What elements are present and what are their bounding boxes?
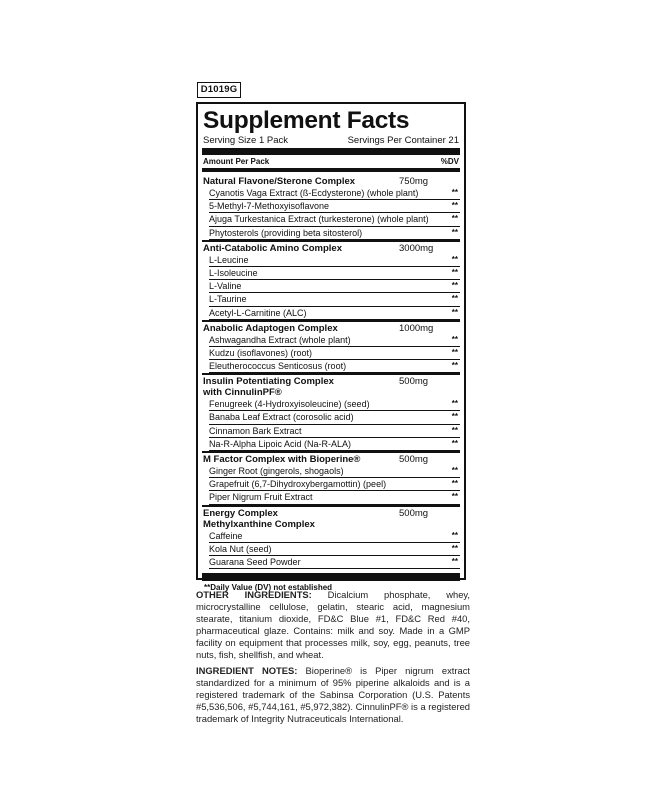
ingredient-dv: ** [451, 254, 458, 264]
ingredient-row [209, 280, 460, 293]
amount-header [202, 155, 460, 172]
ingredient-name: Grapefruit (6,7-Dihydroxybergamottin) (peel) [209, 479, 387, 490]
panel-title: Supplement Facts [203, 107, 410, 134]
ingredient-dv: ** [451, 334, 458, 344]
amount-per-pack-label: Amount Per Pack [203, 157, 270, 166]
group-header [202, 373, 460, 387]
other-ingredients [196, 589, 470, 662]
group-header [202, 175, 460, 187]
serving-info [202, 135, 460, 146]
ingredient-dv: ** [451, 267, 458, 277]
dv-header-label: %DV [440, 157, 459, 166]
other-ingredients-label: OTHER INGREDIENTS: [196, 589, 312, 600]
ingredient-dv: ** [451, 227, 458, 237]
ingredient-dv: ** [451, 347, 458, 357]
dv-footnote: **Daily Value (DV) not established [204, 583, 333, 593]
ingredient-name: Ashwagandha Extract (whole plant) [209, 334, 351, 345]
other-ingredients-text: Dicalcium phosphate, whey, microcrystalline cellulose, gelatin, stearic acid, magnesium stearate, titanium dioxide, FD&C Blue #1, FD&C Red #40, pharmaceutical glaze. Contains: milk and soy. Made in a GMP facility on equipment that processes milk, soy, egg, peanuts, tree nuts, fish, shellfish, and wheat. [196, 589, 470, 661]
ingredient-dv: ** [451, 188, 458, 197]
group-name: Energy Complex [203, 507, 278, 519]
servings-per-container: Servings Per Container 21 [347, 135, 459, 146]
ingredient-row [209, 213, 460, 226]
ingredient-name: Cinnamon Bark Extract [209, 425, 302, 436]
ingredient-dv: ** [451, 543, 458, 553]
ingredient-dv: ** [451, 425, 458, 435]
ingredient-row [209, 556, 460, 569]
ingredient-row [209, 360, 460, 373]
group-amount: 500mg [399, 454, 429, 465]
bottom-divider [202, 573, 460, 581]
ingredient-dv: ** [451, 479, 458, 489]
ingredient-row [209, 200, 460, 213]
group-amount: 1000mg [399, 322, 434, 334]
ingredient-row [209, 530, 460, 543]
thick-divider [202, 148, 460, 155]
ingredient-dv: ** [451, 556, 458, 566]
group-name-line2: with CinnulinPF® [203, 387, 282, 399]
ingredient-dv: ** [451, 361, 458, 371]
ingredient-dv: ** [451, 412, 458, 422]
ingredient-groups [202, 175, 460, 569]
ingredient-row [209, 227, 460, 240]
ingredient-dv: ** [451, 438, 458, 448]
ingredient-name: Ajuga Turkestanica Extract (turkesterone) (whole plant) [209, 214, 429, 225]
group-header [202, 240, 460, 254]
ingredient-name: L-Leucine [209, 254, 249, 265]
ingredient-dv: ** [451, 214, 458, 224]
ingredient-name: Kola Nut (seed) [209, 543, 272, 554]
ingredient-name: L-Valine [209, 281, 242, 292]
ingredient-notes [196, 665, 470, 725]
ingredient-row [209, 438, 460, 451]
ingredient-row [209, 478, 460, 491]
ingredient-name: Na-R-Alpha Lipoic Acid (Na-R-ALA) [209, 438, 352, 449]
group-name: Anti-Catabolic Amino Complex [203, 242, 342, 254]
ingredient-dv: ** [451, 294, 458, 304]
ingredient-name: Phytosterols (providing beta sitosterol) [209, 227, 363, 238]
serving-size: Serving Size 1 Pack [203, 135, 289, 146]
ingredient-dv: ** [451, 399, 458, 409]
ingredient-row [209, 187, 460, 200]
ingredient-name: Acetyl-L-Carnitine (ALC) [209, 307, 307, 318]
ingredient-row [209, 543, 460, 556]
ingredient-row [209, 293, 460, 306]
ingredient-notes-text: Bioperine® is Piper nigrum extract standardized for a minimum of 95% piperine alkaloids and is a registered trademark of the Sabinsa Corporation (U.S. Patents #5,536,506, #5,744,161, #5,972,382). CinnulinPF® is a registered trademark of Integrity Nutraceuticals International. [196, 665, 471, 725]
ingredient-row [209, 254, 460, 267]
group-name: Anabolic Adaptogen Complex [203, 322, 338, 334]
ingredient-name: L-Taurine [209, 294, 247, 305]
ingredient-row [209, 267, 460, 280]
group-name: Insulin Potentiating Complex [203, 376, 334, 388]
group-amount: 500mg [399, 376, 429, 388]
group-amount: 3000mg [399, 242, 434, 254]
ingredient-row [209, 398, 460, 411]
ingredient-row [209, 307, 460, 320]
ingredient-notes-label: INGREDIENT NOTES: [196, 665, 298, 676]
ingredient-row [209, 465, 460, 478]
group-name-line2: Methylxanthine Complex [203, 518, 315, 530]
ingredient-name: Kudzu (isoflavones) (root) [209, 347, 313, 358]
group-name: M Factor Complex with Bioperine® [203, 454, 361, 465]
group-header [202, 320, 460, 334]
group-amount: 750mg [399, 176, 429, 187]
group-name: Natural Flavone/Sterone Complex [203, 176, 356, 187]
ingredient-dv: ** [451, 466, 458, 475]
group-header [202, 451, 460, 465]
ingredient-dv: ** [451, 530, 458, 540]
ingredient-row [209, 347, 460, 360]
ingredient-row [209, 491, 460, 504]
ingredient-dv: ** [451, 492, 458, 502]
ingredient-name: Piper Nigrum Fruit Extract [209, 492, 313, 503]
ingredient-row [209, 334, 460, 347]
supplement-facts-panel [196, 102, 466, 593]
ingredient-dv: ** [451, 281, 458, 291]
ingredient-name: Fenugreek (4-Hydroxyisoleucine) (seed) [209, 399, 370, 410]
ingredient-dv: ** [451, 201, 458, 211]
product-code: D1019G [197, 82, 241, 98]
ingredient-row [209, 425, 460, 438]
ingredient-name: 5-Methyl-7-Methoxyisoflavone [209, 201, 330, 212]
ingredient-name: L-Isoleucine [209, 267, 258, 278]
group-header [202, 505, 460, 519]
ingredient-name: Ginger Root (gingerols, shogaols) [209, 466, 344, 476]
ingredient-name: Cyanotis Vaga Extract (ß-Ecdysterone) (whole plant) [209, 188, 419, 198]
group-amount: 500mg [399, 507, 429, 519]
ingredient-name: Banaba Leaf Extract (corosolic acid) [209, 412, 354, 423]
ingredient-name: Caffeine [209, 530, 243, 541]
ingredient-name: Eleutherococcus Senticosus (root) [209, 361, 347, 372]
ingredient-name: Guarana Seed Powder [209, 556, 301, 567]
ingredient-dv: ** [451, 307, 458, 317]
ingredient-row [209, 411, 460, 424]
